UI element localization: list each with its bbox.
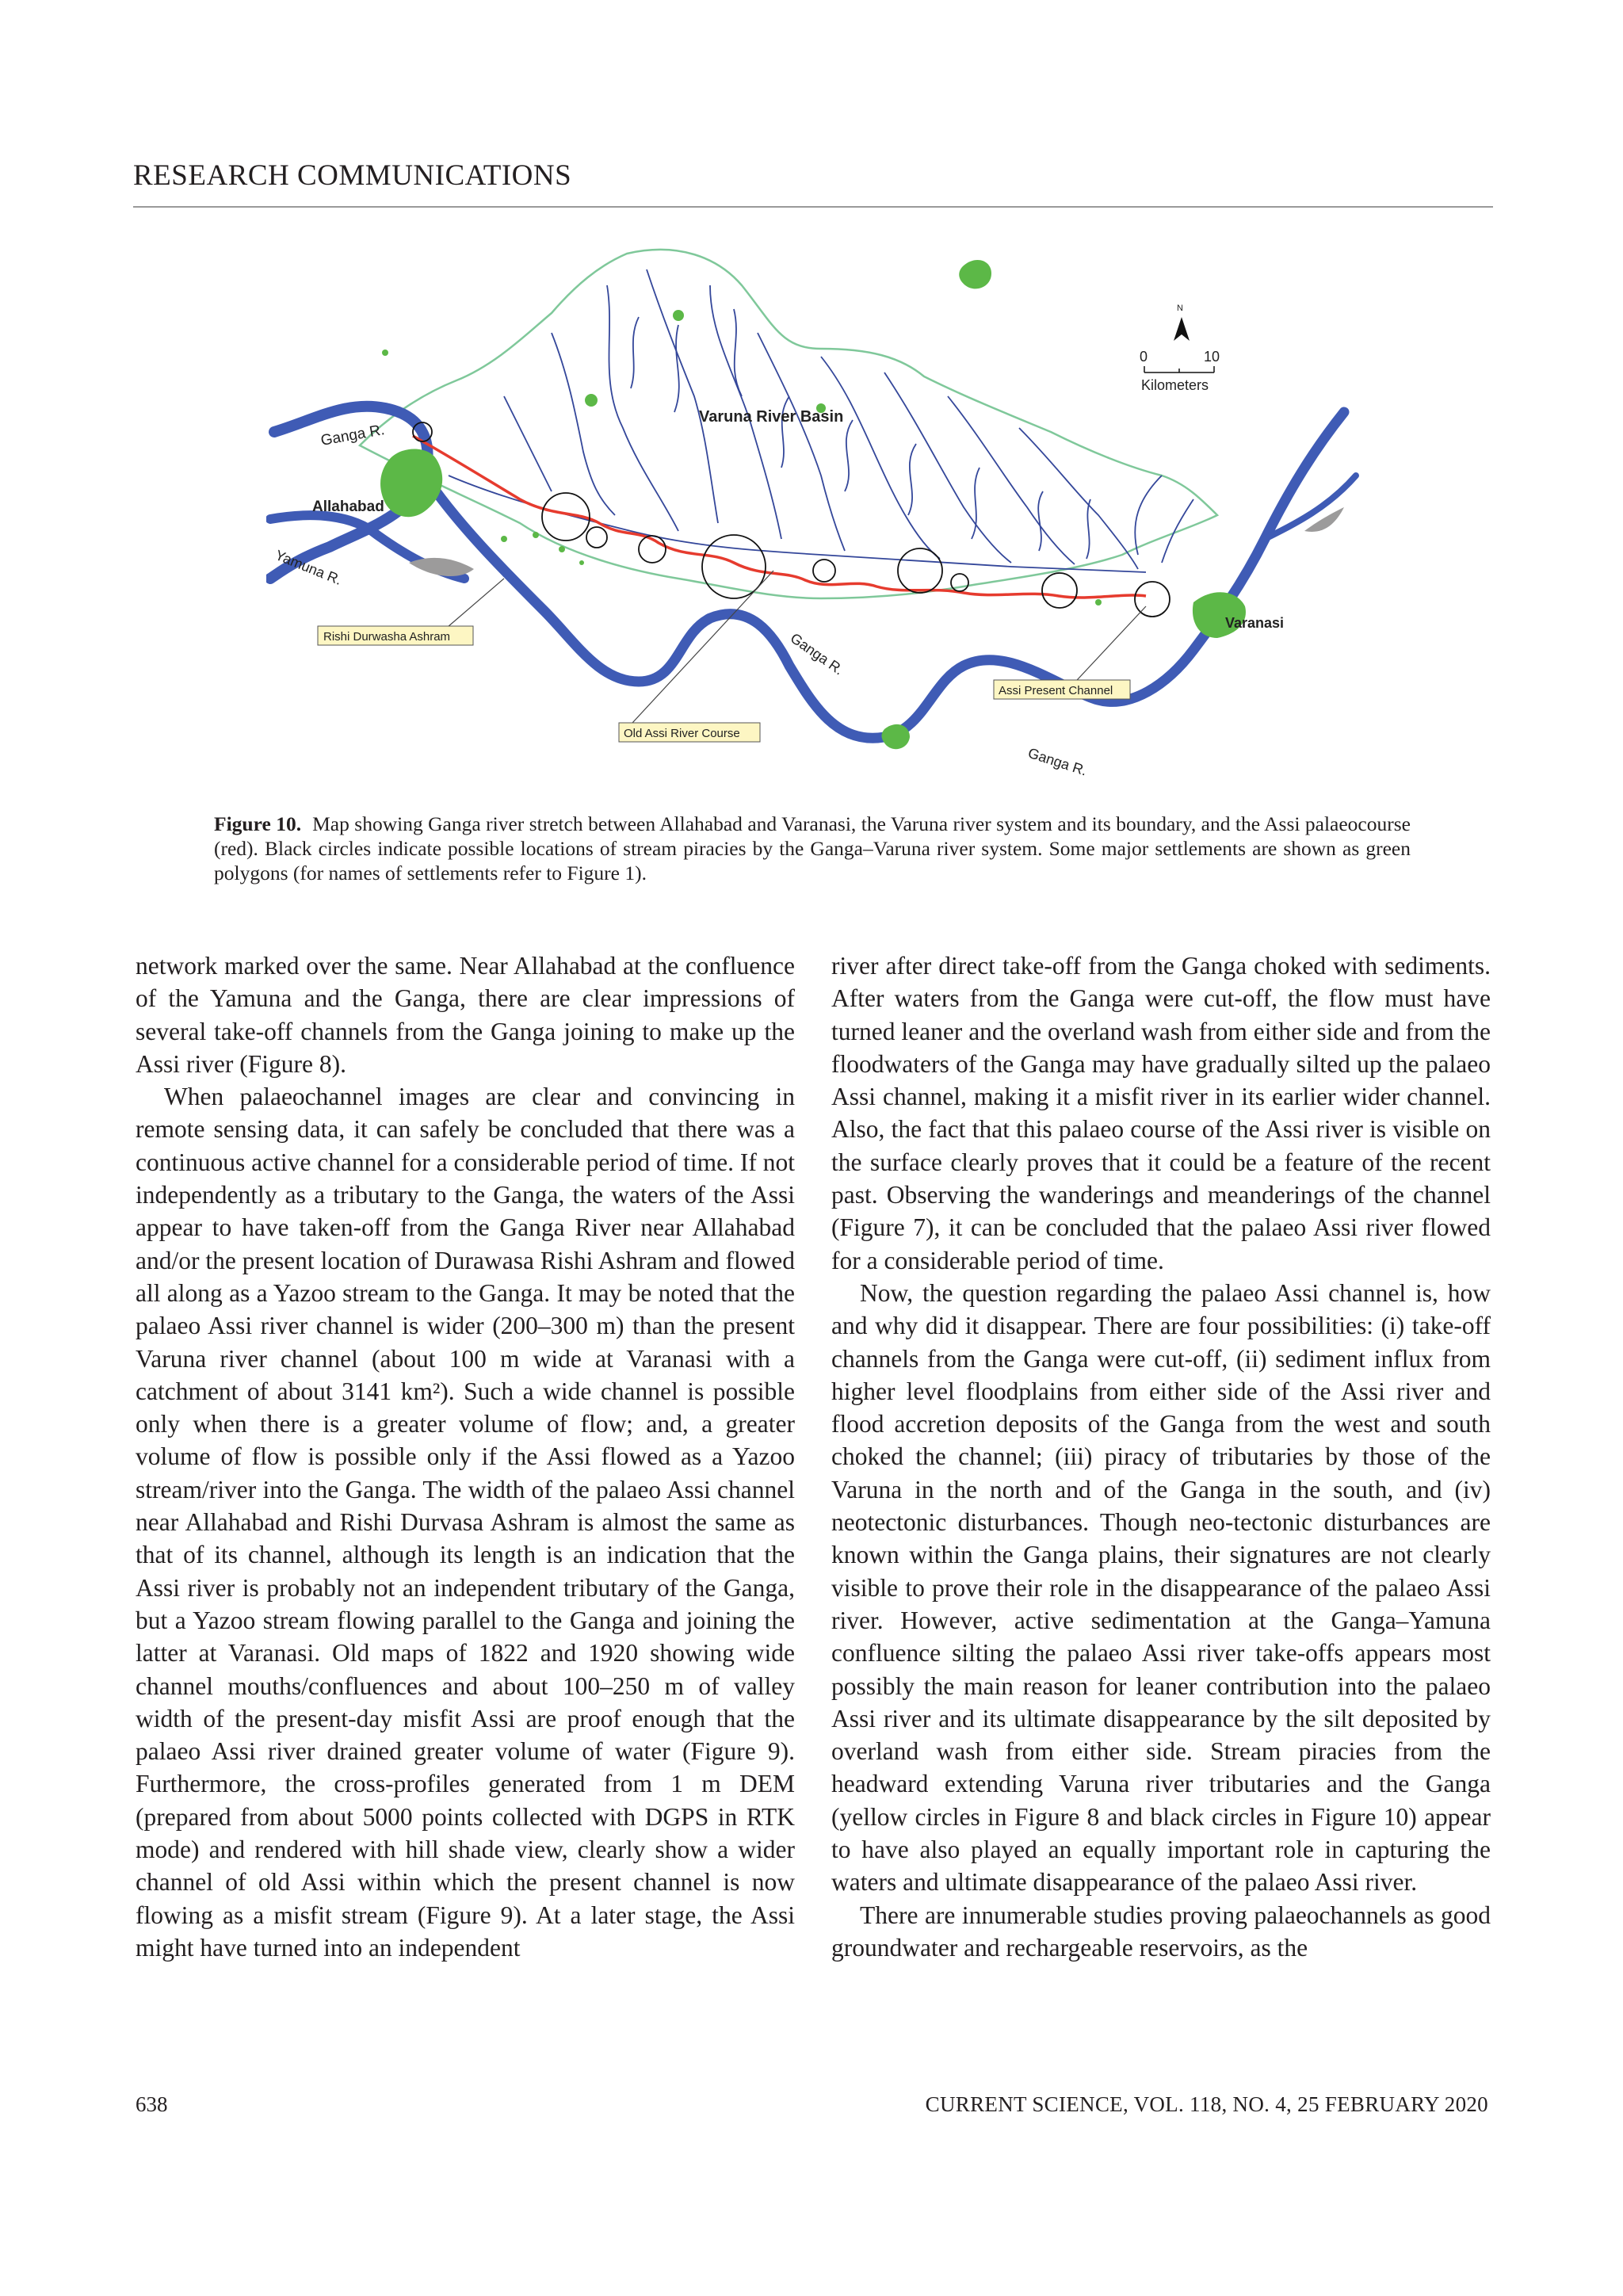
running-header: RESEARCH COMMUNICATIONS bbox=[133, 159, 572, 192]
allahabad-settlement bbox=[380, 449, 442, 518]
old-assi-label: Old Assi River Course bbox=[624, 727, 740, 740]
scale-ten: 10 bbox=[1204, 349, 1220, 365]
north-label: N bbox=[1177, 304, 1183, 313]
journal-footer: CURRENT SCIENCE, VOL. 118, NO. 4, 25 FEBRUARY 2020 bbox=[925, 2092, 1488, 2116]
scale-bar bbox=[1144, 366, 1214, 372]
scale-zero: 0 bbox=[1140, 349, 1148, 365]
figure-10-map bbox=[266, 238, 1360, 808]
left-column bbox=[136, 949, 795, 1964]
rishi-ashram-label: Rishi Durwasha Ashram bbox=[323, 630, 451, 644]
left-paragraph-1: network marked over the same. Near Allahabad at the confluence of the Yamuna and the Ganga, there are clear impressions of several take-off channels from the Ganga joining to make up the Assi river (Figure 8). bbox=[136, 952, 795, 1078]
left-paragraph-2: When palaeochannel images are clear and convincing in remote sensing data, it can safely be concluded that there was a continuous active channel for a considerable period of time. If not independently as a tributary to the Ganga, the waters of the Assi appear to have taken-off from the Ganga River near Allahabad and/or the present location of Durawasa Rishi Ashram and flowed all along as a Yazoo stream to the Ganga. It may be noted that the palaeo Assi river channel is wider (200–300 m) than the present Varuna river channel (about 100 m wide at Varanasi with a catchment of about 3141 km²). Such a wide channel is possible only when there is a greater volume of flow; and, a greater volume of flow is possible only if the Assi flowed as a Yazoo stream/river into the Ganga. The width of the palaeo Assi channel near Allahabad and Rishi Durvasa Ashram is almost the same as that of its channel, although its length is an indication that the Assi river is probably not an independent tributary of the Ganga, but a Yazoo stream flowing parallel to the Ganga and joining the latter at Varanasi. Old maps of 1822 and 1920 showing wide channel mouths/confluences and about 100–250 m of valley width of the present-day misfit Assi are proof enough that the palaeo Assi river drained greater volume of water (Figure 9). Furthermore, the cross-profiles generated from 1 m DEM (prepared from about 5000 points collected with DGPS in RTK mode) and rendered with hill shade view, clearly show a wider channel of old Assi within which the present channel is now flowing as a misfit stream (Figure 9). At a later stage, the Assi might have turned into an independent bbox=[136, 1083, 795, 1962]
north-arrow-icon bbox=[1174, 317, 1190, 341]
header-rule bbox=[133, 206, 1493, 208]
map-svg bbox=[266, 238, 1360, 808]
ganga-label-east: Ganga R. bbox=[1025, 744, 1090, 779]
right-paragraph-2: Now, the question regarding the palaeo Assi channel is, how and why did it disappear. There are four possibilities: (i) take-off channels from the Ganga were cut-off, (ii) sediment influx from higher level floodplains from either side of the Assi river and flood accretion deposits of the Ganga from the west and south choked the channel; (iii) piracy of tributaries by those of the Varuna in the north and of the Ganga in the south, and (iv) neotectonic disturbances. Though neo-tectonic disturbances are known within the Ganga plains, their signatures are not clearly visible to prove their role in the disappearance of the palaeo Assi river. However, active sedimentation at the Ganga–Yamuna confluence silting the palaeo Assi river take-offs appears most possibly the main reason for leaner contribution into the palaeo Assi river and its ultimate disappearance by the silt deposited by overland wash from either side. Stream piracies from the headward extending Varuna river tributaries and the Ganga (yellow circles in Figure 8 and black circles in Figure 10) appear to have also played an equally important role in capturing the waters and ultimate disappearance of the palaeo Assi river. bbox=[831, 1278, 1491, 1897]
right-column bbox=[831, 949, 1491, 1964]
page-number: 638 bbox=[136, 2092, 168, 2116]
varanasi-label: Varanasi bbox=[1225, 615, 1285, 631]
figure-caption bbox=[214, 812, 1411, 885]
right-paragraph-3: There are innumerable studies proving palaeochannels as good groundwater and rechargeable reservoirs, as the bbox=[831, 1901, 1491, 1962]
ganga-label-centre: Ganga R. bbox=[787, 629, 847, 678]
settlement-north-east bbox=[959, 260, 991, 288]
settlement-south bbox=[881, 724, 910, 749]
assi-present-label: Assi Present Channel bbox=[999, 684, 1113, 697]
figure-label: Figure 10. bbox=[214, 812, 302, 835]
assi-palaeocourse bbox=[413, 436, 1146, 598]
allahabad-label: Allahabad bbox=[312, 499, 384, 515]
yamuna-label: Yamuna R. bbox=[273, 547, 345, 588]
ganga-label-west: Ganga R. bbox=[319, 422, 386, 449]
figure-caption-text: Map showing Ganga river stretch between Allahabad and Varanasi, the Varuna river system and its boundary, and the Assi palaeocourse (red). Black circles indicate possible locations of stream piracies by the Ganga–Varuna river system. Some major settlements are shown as green polygons (for names of settlements refer to Figure 1). bbox=[214, 812, 1411, 884]
sand-bar-west bbox=[409, 558, 474, 576]
settlements bbox=[380, 260, 1246, 749]
basin-label: Varuna River Basin bbox=[699, 408, 844, 426]
scale-unit: Kilometers bbox=[1141, 377, 1209, 393]
right-paragraph-1: river after direct take-off from the Ganga choked with sediments. After waters from the Ganga were cut-off, the flow must have turned leaner and the overland wash from either side and from the floodwaters of the Ganga may have gradually silted up the palaeo Assi channel, making it a misfit river in its earlier wider channel. Also, the fact that this palaeo course of the Assi river is visible on the surface clearly proves that it could be a feature of the recent past. Observing the wanderings and meanderings of the channel (Figure 7), it can be concluded that the palaeo Assi river flowed for a considerable period of time. bbox=[831, 952, 1491, 1274]
